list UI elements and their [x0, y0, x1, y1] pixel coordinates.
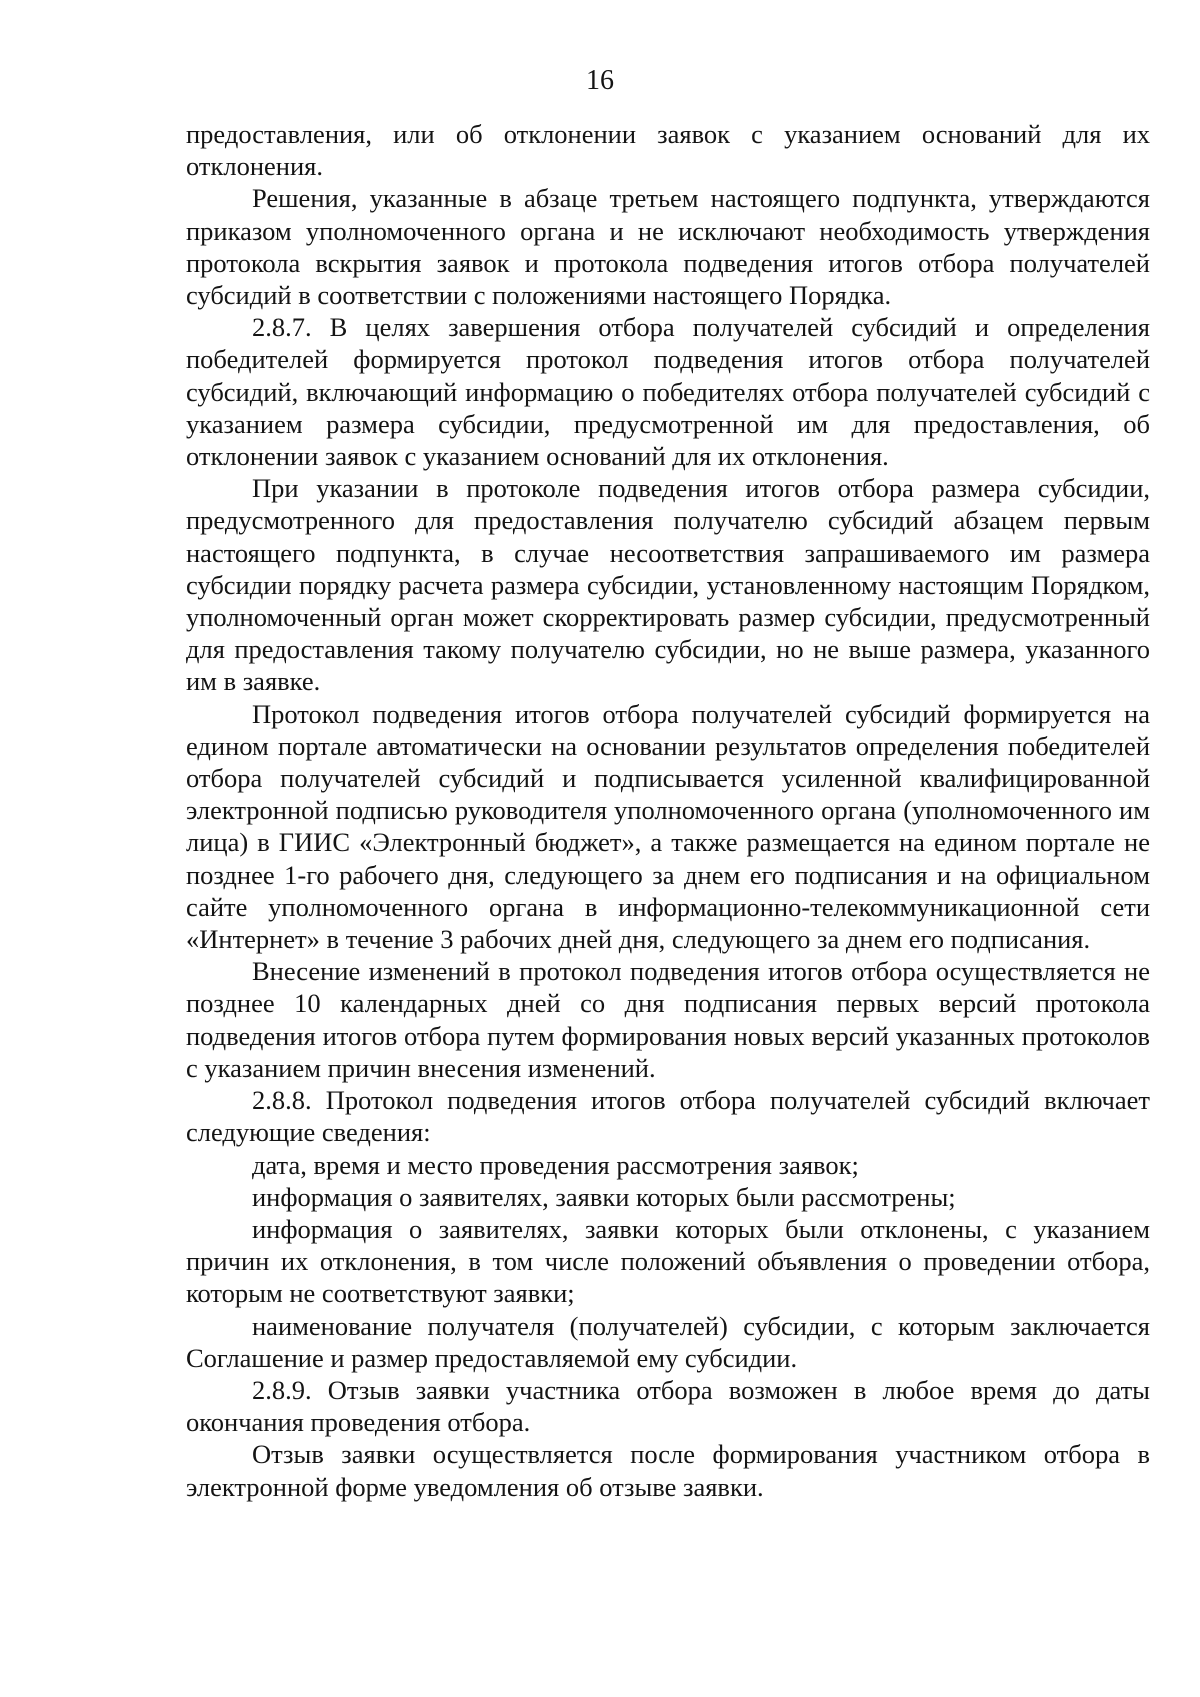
list-item-date-time-place: дата, время и место проведения рассмотрения заявок;	[252, 1149, 859, 1180]
paragraph-decisions: Решения, указанные в абзаце третьем настоящего подпункта, утверждаются приказом уполномоченного органа и не исключают необходимость утверждения протокола вскрытия заявок и протокола подведения итогов отбора получателей субсидий в соответствии с положениями настоящего Порядка.	[186, 183, 1150, 311]
document-body	[186, 118, 1150, 1503]
paragraph-continuation: предоставления, или об отклонении заявок с указанием оснований для их отклонения.	[186, 119, 1150, 182]
list-item-rejected-applicants: информация о заявителях, заявки которых были отклонены, с указанием причин их отклонения, в том числе положений объявления о проведении отбора, которым не соответствуют заявки;	[186, 1213, 1150, 1309]
paragraph-subsidy-size: При указании в протоколе подведения итогов отбора размера субсидии, предусмотренного для предоставления получателю субсидий абзацем первым настоящего подпункта, в случае несоответствия запрашиваемого им размера субсидии порядку расчета размера субсидии, установленному настоящим Порядком, уполномоченный орган может скорректировать размер субсидии, предусмотренный для предоставления такому получателю субсидии, но не выше размера, указанного им в заявке.	[186, 473, 1150, 697]
page-number: 16	[586, 65, 614, 96]
paragraph-2-8-7: 2.8.7. В целях завершения отбора получателей субсидий и определения победителей формируется протокол подведения итогов отбора получателей субсидий, включающий информацию о победителях отбора получателей субсидий с указанием размера субсидии, предусмотренной им для предоставления, об отклонении заявок с указанием оснований для их отклонения.	[186, 312, 1150, 472]
paragraph-2-8-8: 2.8.8. Протокол подведения итогов отбора получателей субсидий включает следующие сведения:	[186, 1085, 1150, 1148]
paragraph-2-8-9: 2.8.9. Отзыв заявки участника отбора возможен в любое время до даты окончания проведения отбора.	[186, 1374, 1150, 1438]
list-item-recipient-name: наименование получателя (получателей) субсидии, с которым заключается Соглашение и размер предоставляемой ему субсидии.	[186, 1310, 1150, 1373]
list-item-reviewed-applicants: информация о заявителях, заявки которых были рассмотрены;	[252, 1181, 956, 1212]
paragraph-protocol-formation: Протокол подведения итогов отбора получателей субсидий формируется на едином портале автоматически на основании результатов определения победителей отбора получателей субсидий и подписывается усиленной квалифицированной электронной подписью руководителя уполномоченного органа (уполномоченного им лица) в ГИИС «Электронный бюджет», а также размещается на едином портале не позднее 1-го рабочего дня, следующего за днем его подписания и на официальном сайте уполномоченного органа в информационно-телекоммуникационной сети «Интернет» в течение 3 рабочих дней дня, следующего за днем его подписания.	[186, 698, 1150, 955]
paragraph-protocol-changes: Внесение изменений в протокол подведения итогов отбора осуществляется не позднее 10 календарных дней со дня подписания первых версий протокола подведения итогов отбора путем формирования новых версий указанных протоколов с указанием причин внесения изменений.	[186, 956, 1150, 1083]
paragraph-withdrawal-notice: Отзыв заявки осуществляется после формирования участником отбора в электронной форме уведомления об отзыве заявки.	[186, 1439, 1150, 1502]
